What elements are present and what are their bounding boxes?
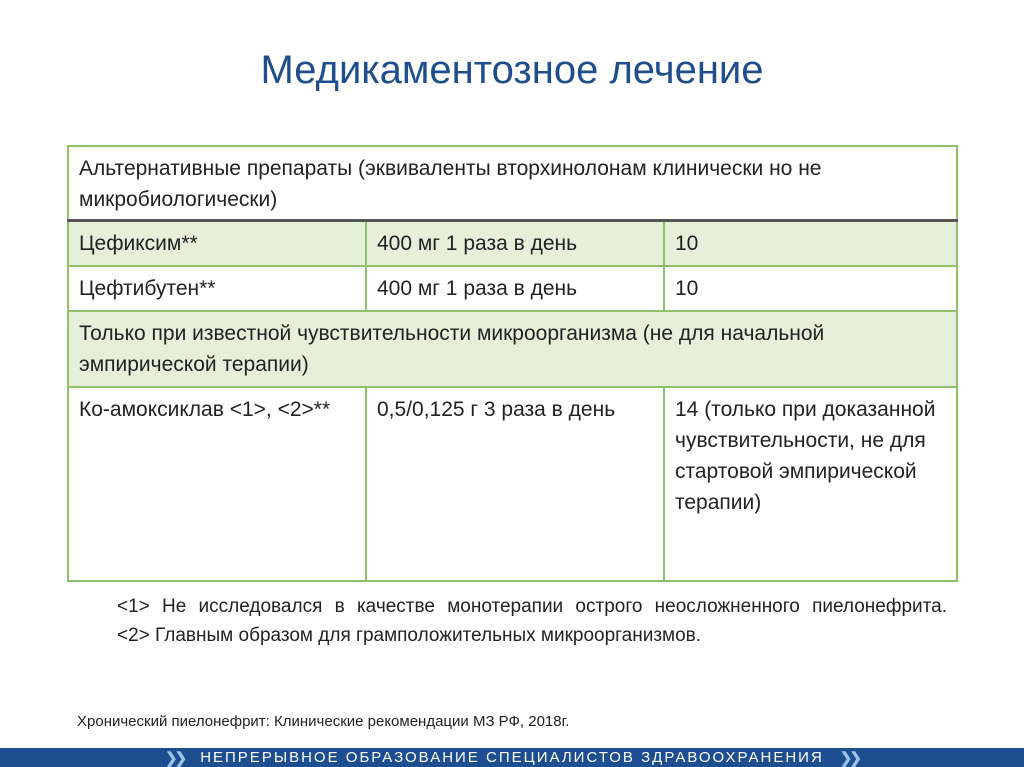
source-citation: Хронический пиелонефрит: Клинические рекомендации МЗ РФ, 2018г. xyxy=(77,713,570,730)
footer-text: НЕПРЕРЫВНОЕ ОБРАЗОВАНИЕ СПЕЦИАЛИСТОВ ЗДРАВООХРАНЕНИЯ xyxy=(200,749,824,766)
drug-cell: Цефтибутен** xyxy=(68,266,366,311)
dose-cell: 0,5/0,125 г 3 раза в день xyxy=(366,387,664,581)
drug-cell: Цефиксим** xyxy=(68,221,366,267)
footnotes xyxy=(77,592,947,650)
drug-cell: Ко-амоксиклав <1>, <2>** xyxy=(68,387,366,581)
days-cell: 14 (только при доказанной чувствительности, не для стартовой эмпирической терапии) xyxy=(664,387,957,581)
section-header: Альтернативные препараты (эквиваленты вторхинолонам клинически но не микробиологически) xyxy=(68,146,957,221)
footnote: <1> Не исследовался в качестве монотерапии острого неосложненного пиелонефрита. xyxy=(117,596,947,617)
dose-cell: 400 мг 1 раза в день xyxy=(366,266,664,311)
days-cell: 10 xyxy=(664,221,957,267)
footer-banner xyxy=(0,748,1024,767)
double-chevron-right-icon: ❯❯ xyxy=(165,749,185,767)
table-row xyxy=(68,387,957,581)
drug-table xyxy=(67,145,958,582)
table-row xyxy=(68,221,957,267)
section-header: Только при известной чувствительности микроорганизма (не для начальной эмпирической терапии) xyxy=(68,311,957,387)
dose-cell: 400 мг 1 раза в день xyxy=(366,221,664,267)
footnote: <2> Главным образом для грамположительных микроорганизмов. xyxy=(117,625,702,646)
table-row xyxy=(68,266,957,311)
page-title: Медикаментозное лечение xyxy=(260,48,764,92)
days-cell: 10 xyxy=(664,266,957,311)
double-chevron-right-icon: ❯❯ xyxy=(839,749,859,767)
